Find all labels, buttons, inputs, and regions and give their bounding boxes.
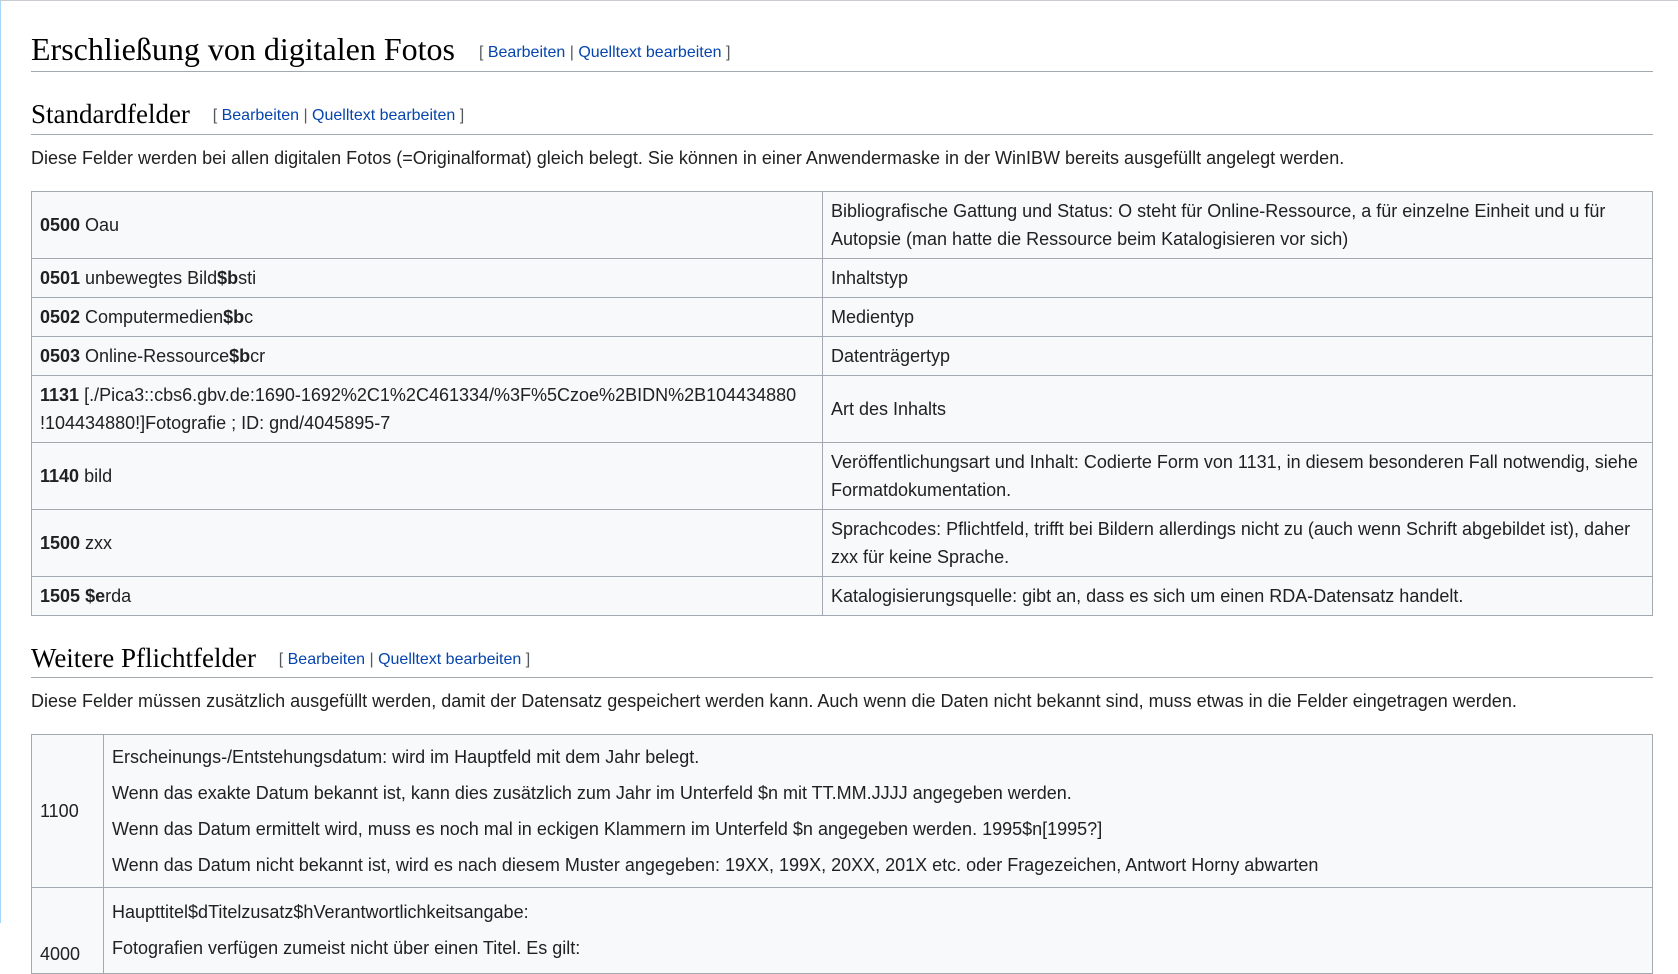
field-code-cell: 4000 (32, 887, 104, 973)
page-title-text: Erschließung von digitalen Fotos (31, 31, 455, 67)
field-cell: 1140 bild (32, 442, 823, 509)
description-cell: Haupttitel$dTitelzusatz$hVerantwortlichkeitsangabe: Fotografien verfügen zumeist nicht über einen Titel. Es gilt: (104, 887, 1653, 973)
edit-link[interactable]: Bearbeiten (287, 650, 366, 668)
section-heading-standardfelder: Standardfelder [ Bearbeiten | Quelltext bearbeiten ] (31, 98, 1653, 134)
table-row (32, 191, 1653, 258)
edit-source-link[interactable]: Quelltext bearbeiten (312, 107, 456, 125)
description-cell: Sprachcodes: Pflichtfeld, trifft bei Bildern allerdings nicht zu (auch wenn Schrift abgebildet ist), daher zxx für keine Sprache. (823, 509, 1653, 576)
table-row (32, 576, 1653, 615)
description-cell: Medientyp (823, 297, 1653, 336)
field-cell: 1500 zxx (32, 509, 823, 576)
description-cell: Katalogisierungsquelle: gibt an, dass es sich um einen RDA-Datensatz handelt. (823, 576, 1653, 615)
standardfelder-table (31, 191, 1653, 616)
description-cell: Art des Inhalts (823, 375, 1653, 442)
edit-section-links: [ Bearbeiten | Quelltext bearbeiten ] (278, 650, 531, 668)
section-intro-weitere-pflichtfelder: Diese Felder müssen zusätzlich ausgefüllt werden, damit der Datensatz gespeichert werden kann. Auch wenn die Daten nicht bekannt sind, muss etwas in die Felder eingetragen werden. (31, 691, 1517, 712)
table-row (32, 297, 1653, 336)
description-cell: Veröffentlichungsart und Inhalt: Codierte Form von 1131, in diesem besonderen Fall notwendig, siehe Formatdokumentation. (823, 442, 1653, 509)
description-cell: Datenträgertyp (823, 336, 1653, 375)
description-cell: Bibliografische Gattung und Status: O steht für Online-Ressource, a für einzelne Einheit und u für Autopsie (man hatte die Ressource beim Katalogisieren vor sich) (823, 191, 1653, 258)
content-frame-border (0, 0, 1, 923)
description-cell: Erscheinungs-/Entstehungsdatum: wird im Hauptfeld mit dem Jahr belegt. Wenn das exakte Datum bekannt ist, kann dies zusätzlich zum Jahr im Unterfeld $n mit TT.MM.JJJJ angegeben werden. Wenn das Datum ermittelt wird, muss es noch mal in eckigen Klammern im Unterfeld $n angegeben werden. 1995$n[1995?] Wenn das Datum nicht bekannt ist, wird es nach diesem Muster angegeben: 19XX, 199X, 20XX, 201X etc. oder Fragezeichen, Antwort Horny abwarten (104, 734, 1653, 887)
table-row (32, 336, 1653, 375)
edit-section-links: [ Bearbeiten | Quelltext bearbeiten ] (478, 44, 731, 61)
table-row (32, 258, 1653, 297)
field-cell: 0500 Oau (32, 191, 823, 258)
field-cell: 0501 unbewegtes Bild$bsti (32, 258, 823, 297)
edit-source-link[interactable]: Quelltext bearbeiten (578, 44, 722, 61)
article-content (31, 0, 1653, 974)
table-row (32, 887, 1653, 973)
table-row (32, 442, 1653, 509)
edit-link[interactable]: Bearbeiten (221, 107, 299, 125)
edit-link[interactable]: Bearbeiten (487, 44, 566, 61)
edit-source-link[interactable]: Quelltext bearbeiten (378, 650, 522, 668)
field-code-cell: 1100 (32, 734, 104, 887)
field-cell: 1505 $erda (32, 576, 823, 615)
field-cell: 1131 [./Pica3::cbs6.gbv.de:1690-1692%2C1%2C461334/%3F%5Czoe%2BIDN%2B104434880 !104434880!]Fotografie ; ID: gnd/4045895-7 (32, 375, 823, 442)
section-heading-weitere-pflichtfelder: Weitere Pflichtfelder [ Bearbeiten | Quelltext bearbeiten ] (31, 642, 1653, 678)
table-row (32, 375, 1653, 442)
description-cell: Inhaltstyp (823, 258, 1653, 297)
field-cell: 0503 Online-Ressource$bcr (32, 336, 823, 375)
table-row (32, 734, 1653, 887)
pflichtfelder-table (31, 734, 1653, 974)
section-intro-standardfelder: Diese Felder werden bei allen digitalen Fotos (=Originalformat) gleich belegt. Sie können in einer Anwendermaske in der WinIBW bereits ausgefüllt angelegt werden. (31, 147, 1345, 168)
edit-section-links: [ Bearbeiten | Quelltext bearbeiten ] (212, 107, 465, 125)
field-cell: 0502 Computermedien$bc (32, 297, 823, 336)
page-title (31, 0, 1653, 72)
table-row (32, 509, 1653, 576)
